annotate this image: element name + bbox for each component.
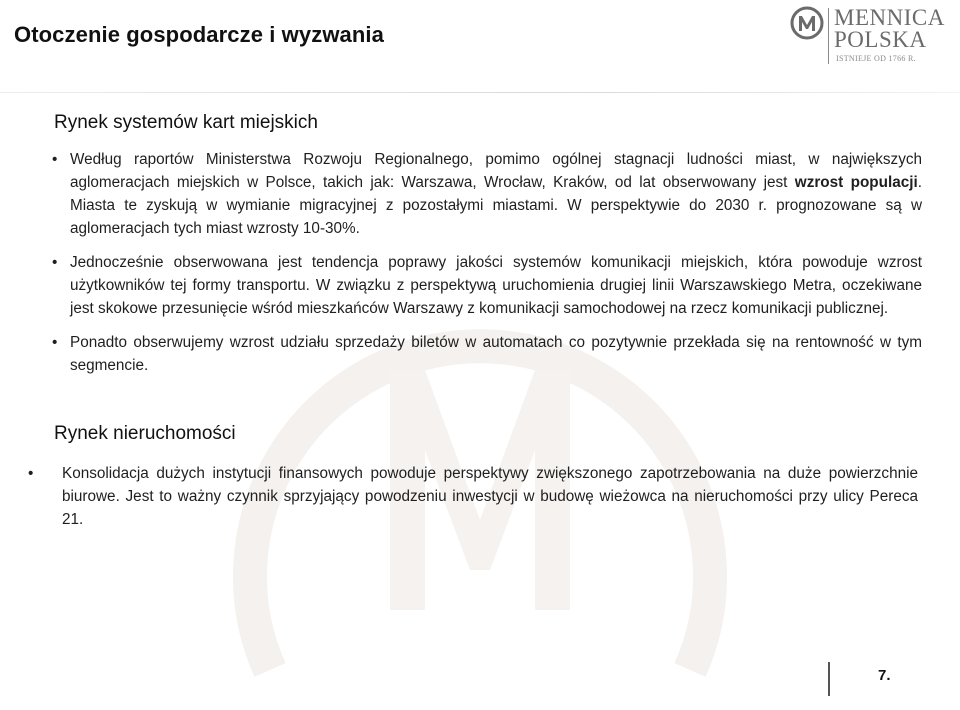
- bullet-icon: •: [52, 334, 58, 351]
- bullet-text: Według raportów Ministerstwa Rozwoju Regionalnego, pomimo ogólnej stagnacji ludności miast, w największych aglomeracjach miejskich w Polsce, takich jak: Warszawa, Wrocław, Kraków, od lat obserwowany jest: [70, 151, 922, 191]
- bullet-text: . Miasta te zyskują w wymianie migracyjnej z pozostałymi miastami. W perspektywie do 2030 r. prognozowane są w aglomeracjach tych miast wzrosty 10-30%.: [70, 174, 922, 237]
- company-logo: [790, 4, 950, 68]
- page-title: Otoczenie gospodarcze i wyzwania: [14, 22, 384, 47]
- bullet-list-city-cards: [52, 148, 922, 377]
- list-item: [52, 251, 922, 320]
- bullet-list-real-estate: [28, 462, 918, 531]
- bullet-text: Jednocześnie obserwowana jest tendencja poprawy jakości systemów komunikacji miejskich, która powoduje wzrost użytkowników tej formy transportu. W związku z perspektywą uruchomienia drugiej linii Warszawskiego Metra, oczekiwane jest skokowe przesunięcie wśród mieszkańców Warszawy z komunikacji samochodowej na rzecz komunikacji publicznej.: [70, 254, 922, 317]
- logo-divider: [828, 8, 829, 64]
- bullet-text: Konsolidacja dużych instytucji finansowych powoduje perspektywy zwiększonego zapotrzebowania na duże powierzchnie biurowe. Jest to ważny czynnik sprzyjający powodzeniu inwestycji w budowę wieżowca na nieruchomości przy ulicy Pereca 21.: [62, 465, 918, 528]
- logo-text-line1: MENNICA: [834, 5, 945, 30]
- list-item: [52, 331, 922, 377]
- bullet-bold-text: wzrost populacji: [794, 174, 918, 191]
- section-heading-real-estate: Rynek nieruchomości: [54, 423, 236, 444]
- header-divider: [0, 92, 960, 93]
- mennica-emblem-icon: [790, 6, 824, 40]
- footer-divider: [828, 662, 830, 696]
- list-item: [52, 148, 922, 240]
- logo-text-line2: POLSKA: [834, 27, 927, 52]
- bullet-text: Ponadto obserwujemy wzrost udziału sprzedaży biletów w automatach co pozytywnie przekłada się na rentowność w tym segmencie.: [70, 334, 922, 374]
- bullet-icon: •: [28, 465, 34, 482]
- logo-since: ISTNIEJE OD 1766 R.: [836, 54, 916, 63]
- bullet-icon: •: [52, 254, 58, 271]
- section-heading-city-cards: Rynek systemów kart miejskich: [54, 112, 318, 133]
- page-number: 7.: [878, 667, 891, 684]
- list-item: [28, 462, 918, 531]
- bullet-icon: •: [52, 151, 58, 168]
